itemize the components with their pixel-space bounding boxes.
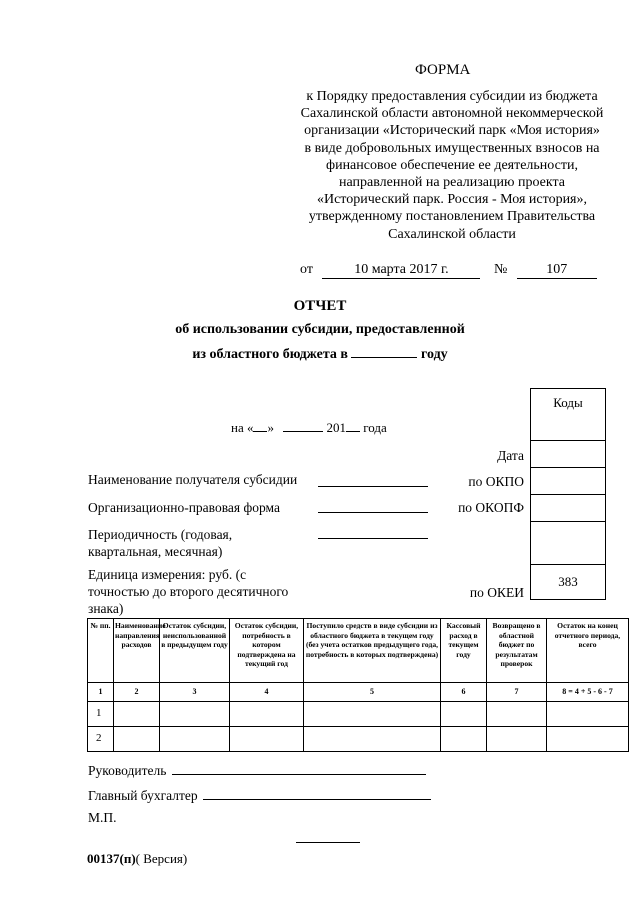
num-col-2: 2 <box>114 683 160 702</box>
header-col-3: Остаток субсидии, неиспользованной в предыдущем году <box>160 619 230 683</box>
header-col-6: Кассовый расход в текущем году <box>441 619 487 683</box>
field-unit-label: Единица измерения: руб. (с точностью до второго десятичного знака) <box>88 567 289 616</box>
num-col-4: 4 <box>230 683 304 702</box>
report-date-line <box>231 420 387 436</box>
header-col-7: Возвращено в областной бюджет по результатам проверок <box>487 619 547 683</box>
signature-head <box>88 763 426 779</box>
header-col-1: № пп. <box>88 619 114 683</box>
report-title: ОТЧЕТ <box>293 298 347 314</box>
num-col-7: 7 <box>487 683 547 702</box>
table-row <box>88 727 629 752</box>
code-period-cell <box>531 522 605 565</box>
form-code-number: 00137(п) <box>87 851 136 866</box>
signature-accountant-label: Главный бухгалтер <box>88 788 198 803</box>
report-subtitle-prefix: из областного бюджета в <box>192 347 348 362</box>
decree-date: 10 марта 2017 г. <box>322 262 480 279</box>
report-year-blank <box>351 357 417 358</box>
report-subtitle-suffix: году <box>420 347 448 362</box>
signature-accountant-line <box>203 799 431 800</box>
form-code <box>87 851 187 867</box>
code-okei-cell: 383 <box>558 574 578 589</box>
field-legal-form-label: Организационно-правовая форма <box>88 500 280 515</box>
num-col-8: 8 = 4 + 5 - 6 - 7 <box>547 683 629 702</box>
header-col-8: Остаток на конец отчетного периода, всего <box>547 619 629 683</box>
date-year-prefix: 201 <box>326 420 346 435</box>
form-preamble: к Порядку предоставления субсидии из бюджета Сахалинской области автономной некоммерческой организации «Исторический парк «Моя история» в виде добровольных имущественных взносов на финансовое обеспечение ее деятельности, направленной на реализацию проекта «Исторический парк. Россия - Моя история», утвержденному постановлением Правительства Сахалинской области <box>300 89 604 242</box>
code-date-cell <box>531 441 605 468</box>
date-prefix: на « <box>231 420 254 435</box>
report-subtitle-2 <box>0 347 640 363</box>
field-recipient-line <box>318 486 428 487</box>
signature-head-line <box>172 774 426 775</box>
decree-no-label: № <box>493 262 508 277</box>
signature-accountant <box>88 788 431 804</box>
num-col-5: 5 <box>304 683 441 702</box>
table-number-row <box>88 683 629 702</box>
report-subtitle-1: об использовании субсидии, предоставленной <box>175 322 465 337</box>
num-col-1: 1 <box>88 683 114 702</box>
signature-head-label: Руководитель <box>88 763 167 778</box>
form-version: ( Версия) <box>135 851 188 866</box>
field-periodicity-line <box>318 538 428 539</box>
row-number: 2 <box>88 727 114 752</box>
codes-header: Коды <box>531 389 605 441</box>
decree-number: 107 <box>517 262 597 279</box>
num-col-3: 3 <box>160 683 230 702</box>
okpo-label: по ОКПО <box>468 474 524 489</box>
date-label: Дата <box>497 448 524 463</box>
field-recipient-label: Наименование получателя субсидии <box>88 472 298 487</box>
header-col-2: Наименование направления расходов <box>114 619 160 683</box>
bottom-rule <box>296 842 360 843</box>
row-number: 1 <box>88 702 114 727</box>
num-col-6: 6 <box>441 683 487 702</box>
okopf-label: по ОКОПФ <box>458 500 524 515</box>
form-title: ФОРМА <box>415 62 471 78</box>
field-legal-form-line <box>318 512 428 513</box>
date-mid: » <box>267 420 274 435</box>
okei-label: по ОКЕИ <box>469 585 524 600</box>
table-header-row <box>88 619 629 683</box>
decree-line <box>300 262 597 279</box>
header-col-5: Поступило средств в виде субсидии из областного бюджета в текущем году (без учета остатков предыдущего года, потребность в которых подтверждена) <box>304 619 441 683</box>
table-row <box>88 702 629 727</box>
subsidy-table <box>87 618 629 752</box>
decree-from-label: от <box>300 262 313 277</box>
header-col-4: Остаток субсидии, потребность в котором подтверждена на текущий год <box>230 619 304 683</box>
code-okopf-cell <box>531 495 605 522</box>
field-periodicity-label: Периодичность (годовая, квартальная, месячная) <box>88 527 233 559</box>
stamp-label: М.П. <box>88 810 117 825</box>
code-okpo-cell <box>531 468 605 495</box>
codes-box <box>530 388 606 600</box>
date-suffix: года <box>363 420 387 435</box>
